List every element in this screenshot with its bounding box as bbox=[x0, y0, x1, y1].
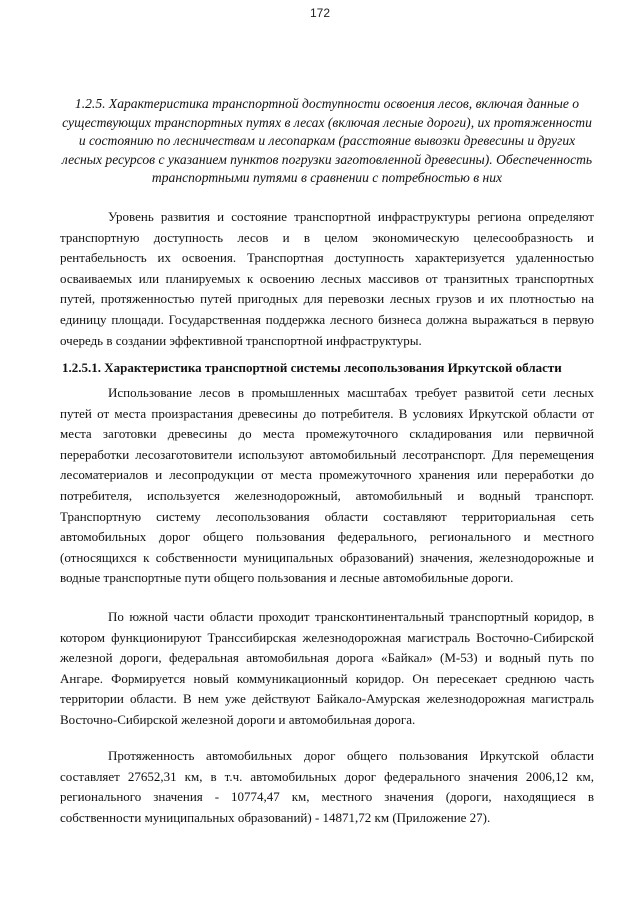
paragraph: Протяженность автомобильных дорог общего пользования Иркутской области составляет 27652,31 км, в т.ч. автомобильных дорог федерального значения 2006,12 км, регионального значения - 10774,47 км, местного значения (дороги, находящиеся в собственности муниципальных образований) - 14871,72 км (Приложение 27). bbox=[60, 748, 594, 825]
paragraph: По южной части области проходит трансконтинентальный транспортный коридор, в котором функционируют Транссибирская железнодорожная магистраль Восточно-Сибирской железной дороги, федеральная автомобильная дорога «Байкал» (М-53) и водный путь по Ангаре. Формируется новый коммуникационный коридор. Он пересекает среднюю часть территории области. В нем уже действуют Байкало-Амурская железнодорожная магистраль Восточно-Сибирской железной дороги и автомобильная дорога. bbox=[60, 609, 594, 727]
body-text-3 bbox=[60, 746, 594, 828]
paragraph: Использование лесов в промышленных масштабах требует развитой сети лесных путей от места произрастания древесины до потребителя. В условиях Иркутской области от места заготовки древесины до места промежуточного складирования или первичной переработки лесозаготовители используют автомобильный лесотранспорт. Для перемещения лесоматериалов и лесопродукции от места промежуточного хранения или переработки до потребителя, используется железнодорожный, автомобильный и водный транспорт. Транспортную систему лесопользования области составляют территориальная сеть автомобильных дорог общего пользования федерального, регионального и местного (относящихся к собственности муниципальных образований) значения, железнодорожные и водные транспортные пути общего пользования и лесные автомобильные дороги. bbox=[60, 385, 594, 586]
page-number: 172 bbox=[309, 6, 331, 20]
paragraph: Уровень развития и состояние транспортной инфраструктуры региона определяют транспортную доступность лесов и в целом экономическую целесообразность и рентабельность их освоения. Транспортная доступность характеризуется удаленностью осваиваемых или планируемых к освоению лесных массивов от транзитных транспортных путей, протяженностью путей пригодных для перевозки лесных грузов и их плотностью на единицу площади. Государственная поддержка лесного бизнеса должна выражаться в первую очередь в создании эффективной транспортной инфраструктуры. bbox=[60, 209, 594, 348]
body-text-2 bbox=[60, 607, 594, 731]
section-heading: 1.2.5. Характеристика транспортной доступности освоения лесов, включая данные о существующих транспортных путях в лесах (включая лесные дороги), их протяженности и состоянию по лесничествам и лесопаркам (расстояние вывозки древесины и других лесных ресурсов с указанием пунктов погрузки заготовленной древесины). Обеспеченность транспортными путями в сравнении с потребностью в них bbox=[61, 96, 593, 186]
intro-text bbox=[60, 207, 594, 351]
body-text-1 bbox=[60, 383, 594, 589]
subsection-heading: 1.2.5.1. Характеристика транспортной системы лесопользования Иркутской области bbox=[62, 360, 562, 375]
